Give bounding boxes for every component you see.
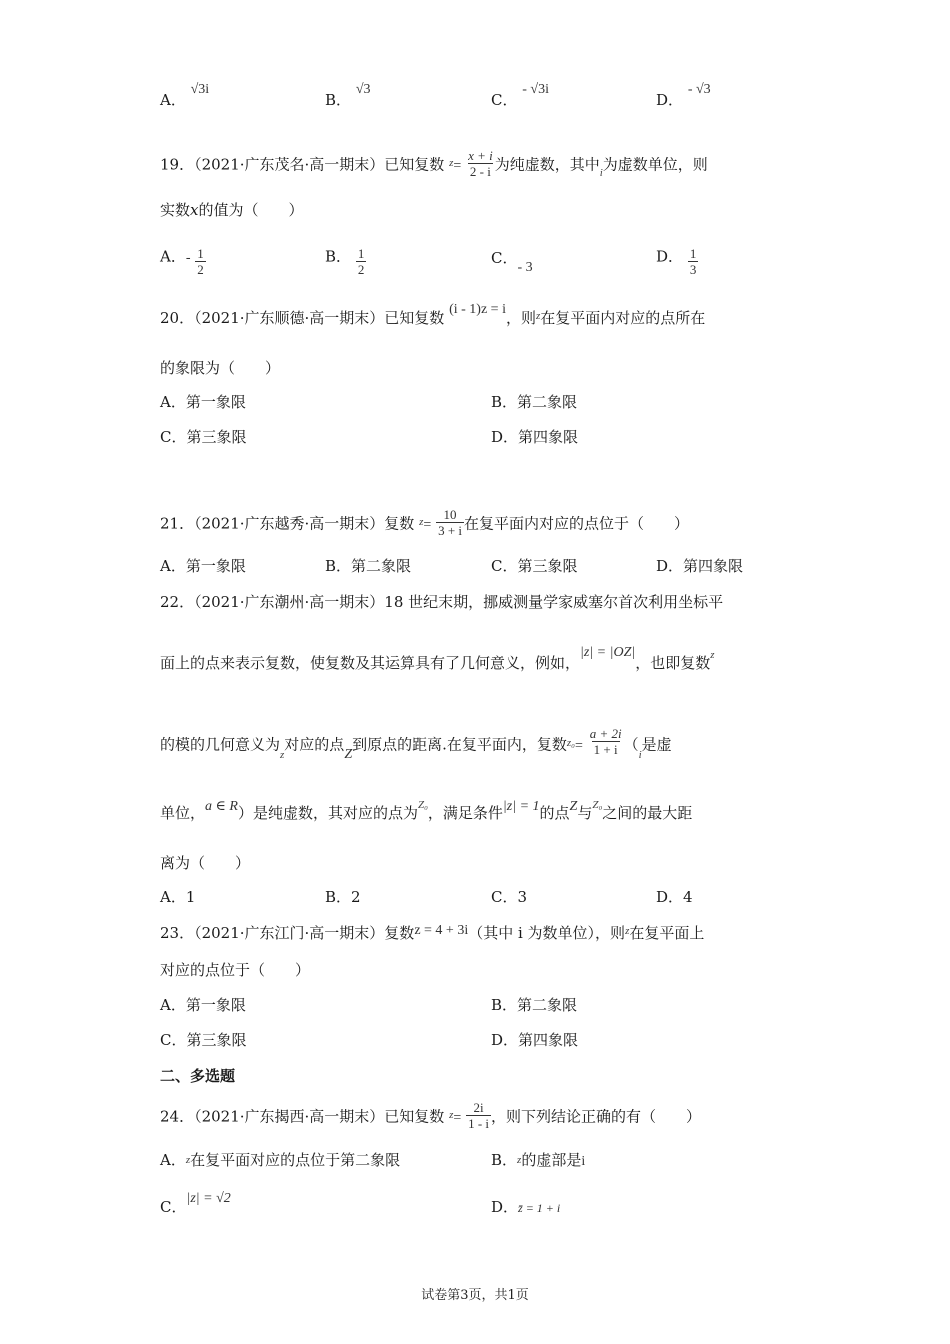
section-heading-multi-choice: 二、多选题 <box>160 1067 236 1085</box>
q21-fraction: $\frac{10}{3 + i}$ <box>438 507 463 538</box>
q22-option-c: C．3 <box>491 888 528 906</box>
q21-option-d: D．第四象限 <box>656 557 744 575</box>
q22-stem-line5: 离为（ ） <box>160 854 251 872</box>
q22-option-b: B．2 <box>325 888 361 906</box>
q20-option-c: C．第三象限 <box>160 428 247 446</box>
q22-fraction: $\frac{a + 2i}{1 + i}$ <box>589 726 622 757</box>
q18-option-d: D． - √3 <box>656 82 711 109</box>
q21-option-b: B．第二象限 <box>325 557 412 575</box>
q22-stem-line3: 的模的几何意义为$_z$对应的点Z到原点的距离.在复平面内，复数$^{z_0}$= $\frac{a + 2i}{1 + i}$ （$_i$是虚 <box>160 726 672 762</box>
q18-option-a-expr: √3i <box>190 82 210 97</box>
q18-option-b-expr: √3 <box>355 82 371 97</box>
q21-option-c: C．第三象限 <box>491 557 578 575</box>
page-footer: 试卷第3页，共1页 <box>421 1288 529 1303</box>
q21-option-a: A．第一象限 <box>160 557 246 575</box>
q18-option-d-expr: - √3 <box>687 82 711 97</box>
q22-a-in-r: a ∈ R <box>205 799 238 814</box>
q20-option-b: B．第二象限 <box>491 393 578 411</box>
q23-option-b: B．第二象限 <box>491 996 578 1014</box>
q20-stem-line2: 的象限为（ ） <box>160 359 281 377</box>
q19-option-d: D． $\frac{1}{3}$ <box>656 246 697 277</box>
q22-stem-line1: 22．（2021·广东潮州·高一期末）18 世纪末期，挪威测量学家威塞尔首次利用坐标平 <box>160 593 724 611</box>
q24-option-c: C．|z| = √2 <box>160 1191 231 1216</box>
q23-expr: z = 4 + 3i <box>414 923 469 938</box>
q23-stem: 23．（2021·广东江门·高一期末）复数z = 4 + 3i（其中 i 为数单位），则$^z$在复平面上 <box>160 923 705 942</box>
q19-fraction: $\frac{x + i}{2 - i}$ <box>468 148 493 179</box>
q22-stem-line2: 面上的点来表示复数，使复数及其运算具有了几何意义，例如，|z| = |OZ|，也即复数$^z$ <box>160 645 715 672</box>
q22-stem-line4: 单位，a ∈ R）是纯虚数，其对应的点为$^{Z_0}$，满足条件|z| = 1的点Z与$^{Z_0}$之间的最大距 <box>160 799 693 822</box>
q23-stem-line2: 对应的点位于（ ） <box>160 961 311 979</box>
q24-option-b: B．z的虚部是i <box>491 1151 586 1169</box>
q20-stem: 20．（2021·广东顺德·高一期末）已知复数 (i - 1)z = i，则$^z$在复平面内对应的点所在 <box>160 302 706 327</box>
q18-option-b: B． √3 <box>325 82 371 109</box>
q19-stem-line2: 实数x的值为（ ） <box>160 201 304 219</box>
q19-option-a: A．- $\frac{1}{2}$ <box>160 246 204 277</box>
q24-option-a: A．z在复平面对应的点位于第二象限 <box>160 1151 401 1169</box>
q19-option-c: C．- 3 <box>491 249 533 275</box>
q22-option-a: A．1 <box>160 888 196 906</box>
q22-modulus-expr: |z| = |OZ| <box>580 645 636 660</box>
q20-option-d: D．第四象限 <box>491 428 579 446</box>
q20-expr: (i - 1)z = i <box>449 302 506 317</box>
q23-option-a: A．第一象限 <box>160 996 246 1014</box>
q21-stem: 21．（2021·广东越秀·高一期末）复数 $^z$= $\frac{10}{3 + i}$ 在复平面内对应的点位于（ ） <box>160 507 690 538</box>
q24-option-d: D．z̄ = 1 + i <box>491 1198 561 1216</box>
q23-option-c: C．第三象限 <box>160 1031 247 1049</box>
q24-fraction: $\frac{2i}{1 - i}$ <box>468 1100 490 1131</box>
q22-option-d: D．4 <box>656 888 693 906</box>
q18-option-a: A． √3i <box>160 82 210 109</box>
q19-option-b: B． $\frac{1}{2}$ <box>325 246 365 277</box>
q19-stem: 19．（2021·广东茂名·高一期末）已知复数 $^z$= $\frac{x + i}{2 - i}$ 为纯虚数，其中$_i$为虚数单位，则 <box>160 148 708 179</box>
q24-stem: 24．（2021·广东揭西·高一期末）已知复数 $^z$= $\frac{2i}{1 - i}$ ，则下列结论正确的有（ ） <box>160 1100 702 1131</box>
q20-option-a: A．第一象限 <box>160 393 246 411</box>
q18-option-c-expr: - √3i <box>522 82 550 97</box>
q23-option-d: D．第四象限 <box>491 1031 579 1049</box>
q18-option-c: C． - √3i <box>491 82 550 109</box>
